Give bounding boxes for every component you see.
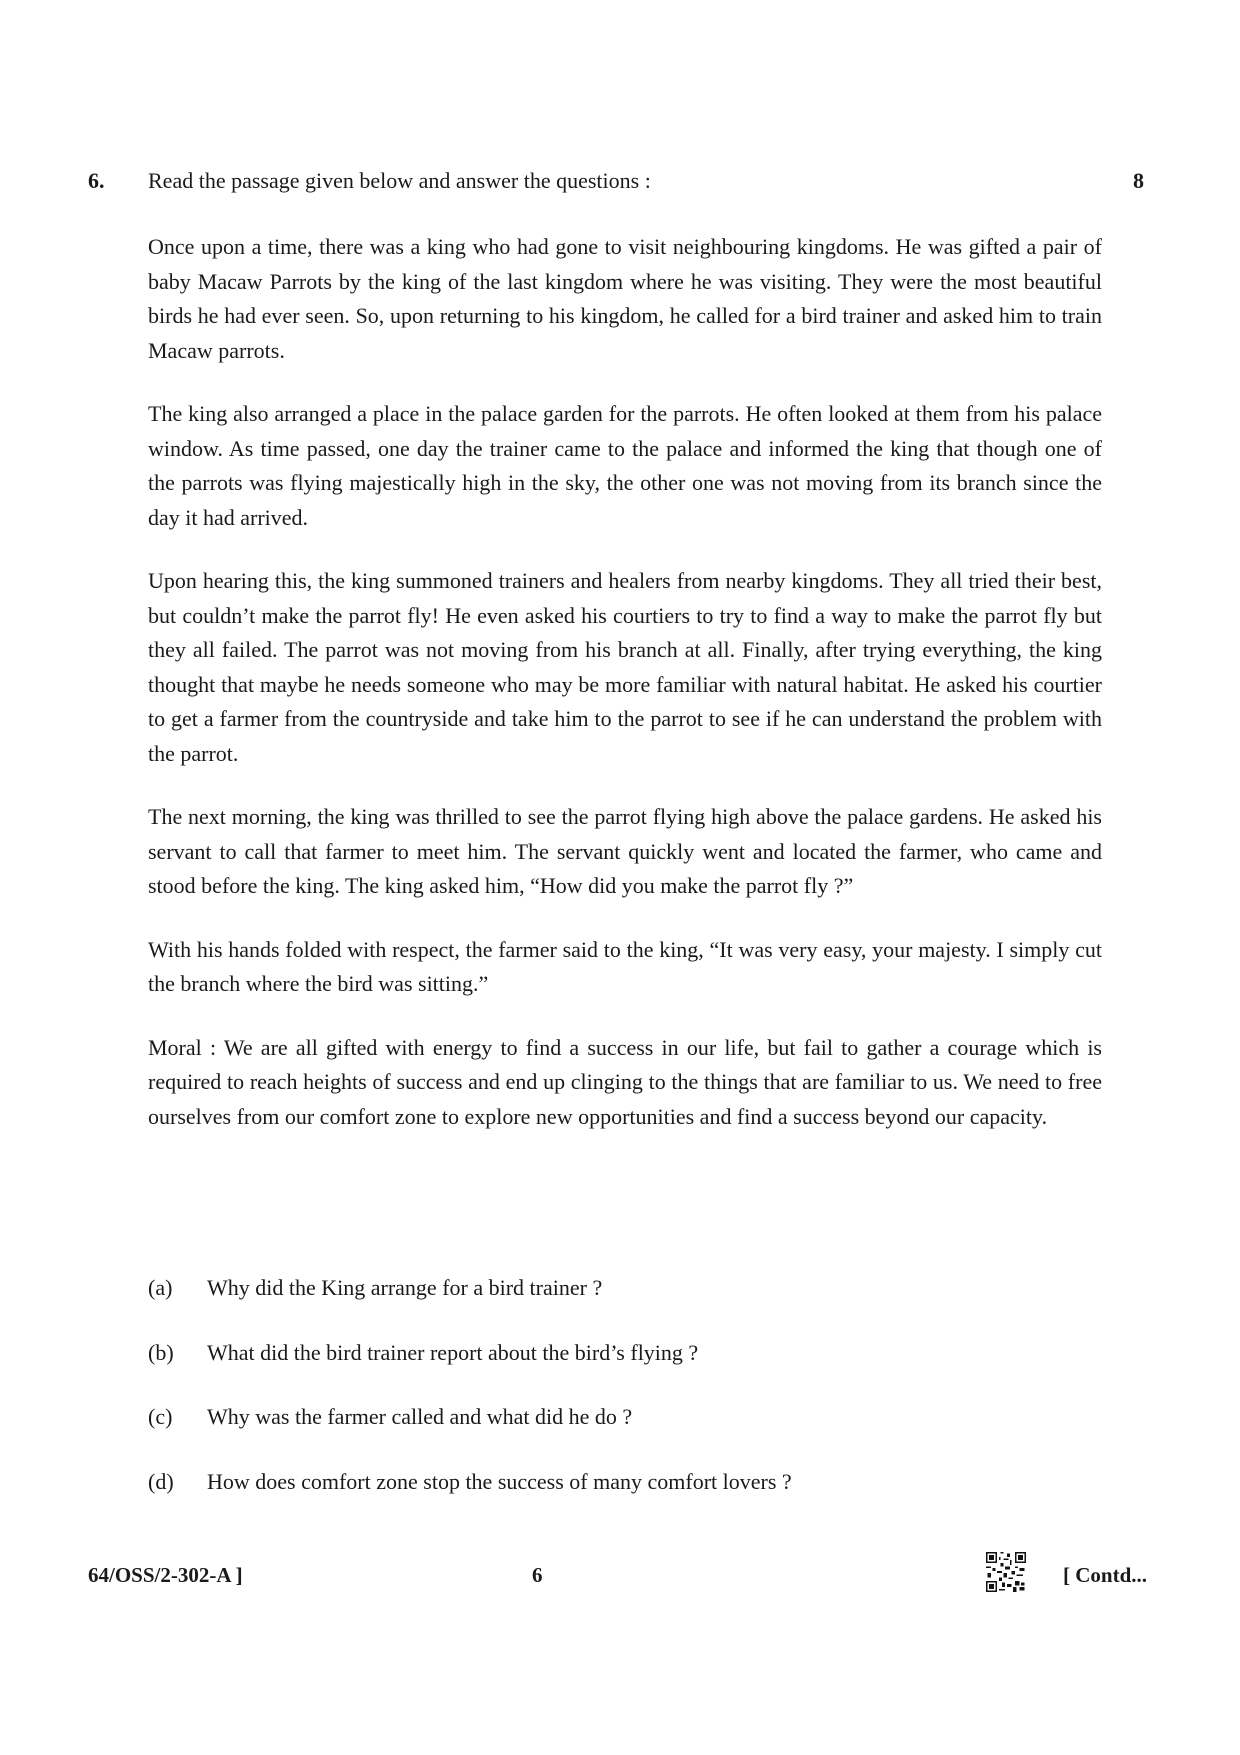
passage-paragraph-5: With his hands folded with respect, the farmer said to the king, “It was very easy, your majesty. I simply cut the branch where the bird was sitting.” bbox=[148, 936, 1102, 996]
passage-paragraph-2: The king also arranged a place in the palace garden for the parrots. He often looked at them from his palace window. As time passed, one day the trainer came to the palace and informed the king that though one of the parrots was flying majestically high in the sky, the other one was not moving from its branch since the day it had arrived. bbox=[148, 401, 1102, 530]
sub-question-c bbox=[148, 1400, 1102, 1434]
sub-question-label: (d) bbox=[148, 1468, 174, 1494]
passage-paragraph-4: The next morning, the king was thrilled to see the parrot flying high above the palace gardens. He asked his servant to call that farmer to meet him. The servant quickly went and located the farmer, who came and stood before the king. The king asked him, “How did you make the parrot fly ?” bbox=[148, 804, 1102, 898]
sub-question-label: (b) bbox=[148, 1339, 174, 1365]
sub-question-label: (c) bbox=[148, 1404, 173, 1429]
sub-question-b bbox=[148, 1336, 1102, 1370]
sub-question-a bbox=[148, 1271, 1102, 1305]
sub-questions bbox=[148, 1271, 1102, 1529]
question-number: 6. bbox=[88, 168, 105, 193]
sub-question-text: Why was the farmer called and what did he do ? bbox=[207, 1404, 633, 1429]
passage-paragraph-1: Once upon a time, there was a king who had gone to visit neighbouring kingdoms. He was gifted a pair of baby Macaw Parrots by the king of the last kingdom where he was visiting. They were the most beautiful birds he had ever seen. So, upon returning to his kingdom, he called for a bird trainer and asked him to train Macaw parrots. bbox=[148, 234, 1102, 363]
paper-code: 64/OSS/2-302-A ] bbox=[88, 1563, 243, 1587]
qr-code-icon bbox=[986, 1552, 1026, 1592]
passage-moral: Moral : We are all gifted with energy to find a success in our life, but fail to gather a courage which is required to reach heights of success and end up clinging to the things that are familiar to us. We need to free ourselves from our comfort zone to explore new opportunities and find a success beyond our capacity. bbox=[148, 1034, 1102, 1129]
sub-question-text: What did the bird trainer report about the bird’s flying ? bbox=[207, 1339, 699, 1365]
continued-label: [ Contd... bbox=[1062, 1563, 1147, 1587]
sub-question-label: (a) bbox=[148, 1275, 173, 1300]
question-marks: 8 bbox=[1133, 168, 1144, 193]
sub-question-d bbox=[148, 1465, 1102, 1499]
page-number: 6 bbox=[532, 1563, 543, 1587]
passage-paragraph-3: Upon hearing this, the king summoned trainers and healers from nearby kingdoms. They all tried their best, but couldn’t make the parrot fly! He even asked his courtiers to try to find a way to make the parrot fly but they all failed. The parrot was not moving from his branch at all. Finally, after trying everything, the king thought that maybe he needs someone who may be more familiar with natural habitat. He asked his courtier to get a farmer from the countryside and take him to the parrot to see if he can understand the problem with the parrot. bbox=[148, 568, 1102, 766]
question-prompt: Read the passage given below and answer the questions : bbox=[148, 168, 651, 193]
passage bbox=[148, 230, 1102, 1163]
sub-question-text: How does comfort zone stop the success of many comfort lovers ? bbox=[207, 1468, 792, 1494]
sub-question-text: Why did the King arrange for a bird trainer ? bbox=[207, 1275, 603, 1300]
